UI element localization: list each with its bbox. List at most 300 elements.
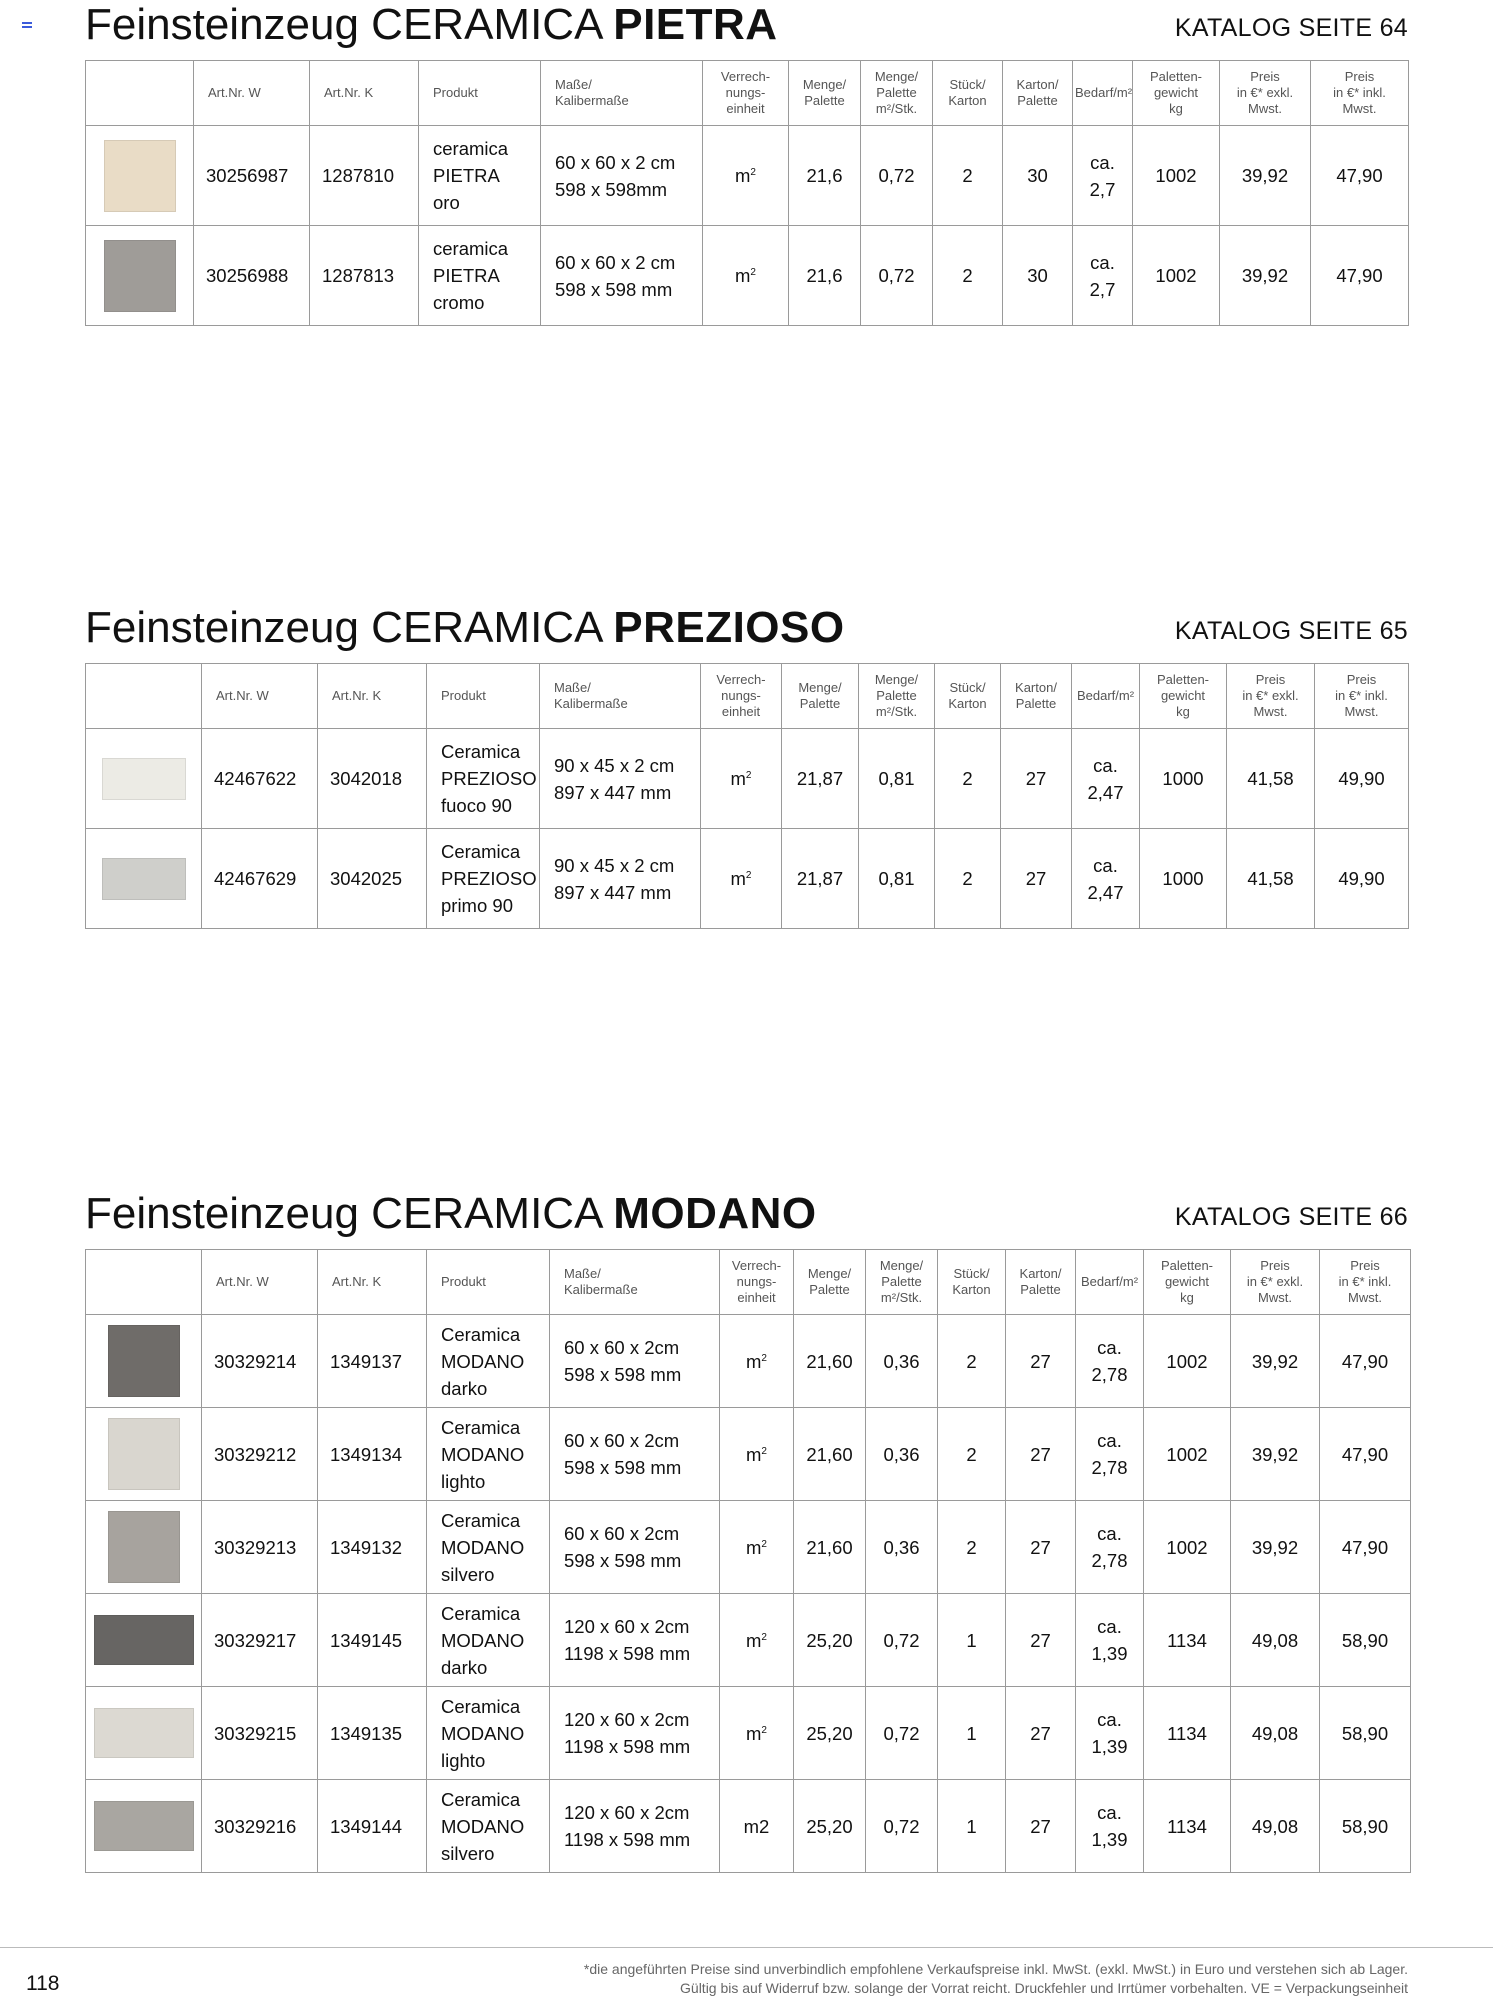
table-header-row [86, 1250, 1411, 1315]
col-menge-header [794, 1250, 866, 1315]
pallet-weight: 1002 [1133, 226, 1220, 326]
header-line: Palette [1017, 93, 1058, 108]
unit [720, 1687, 794, 1780]
header-line: in €* inkl. [1338, 1274, 1392, 1289]
header-line: Palette [876, 688, 917, 703]
pieces-per-box: 2 [933, 226, 1003, 326]
header-line: einheit [726, 101, 765, 116]
requirement-per-m2: ca. 2,7 [1073, 226, 1133, 326]
unit-exponent: 2 [745, 769, 752, 781]
col-preis-inkl-header [1311, 61, 1409, 126]
qty-per-piece: 0,81 [859, 829, 935, 929]
swatch-cell [86, 226, 194, 326]
unit-exponent: 2 [761, 1445, 767, 1457]
unit-exponent: 2 [750, 166, 756, 178]
header-line: Mwst. [1342, 101, 1377, 116]
header-line: Paletten- [1160, 1258, 1214, 1273]
footnote-line-2: Gültig bis auf Widerruf bzw. solange der Vorrat reicht. Druckfehler und Irrtümer vorbehalten. VE = Verpackungseinheit [680, 1980, 1408, 1996]
swatch-cell [86, 729, 202, 829]
qty-per-pallet: 21,60 [794, 1501, 866, 1594]
header-line: Mwst. [1344, 704, 1379, 719]
price-excl-vat: 39,92 [1231, 1315, 1320, 1408]
art-nr-k: 1287813 [310, 226, 419, 326]
tile-swatch-image [108, 1511, 180, 1583]
col-masse-header [550, 1250, 720, 1315]
table-row [86, 729, 1409, 829]
header-line: Preis [1346, 672, 1377, 687]
pieces-per-box: 1 [938, 1594, 1006, 1687]
catalog-page-ref: KATALOG SEITE 66 [1174, 1203, 1408, 1231]
col-stueck-header [938, 1250, 1006, 1315]
header-line: Palette [809, 1282, 850, 1297]
price-incl-vat: 47,90 [1320, 1408, 1411, 1501]
product-name-line: MODANO [441, 1815, 525, 1837]
art-nr-k: 1349132 [318, 1501, 427, 1594]
tile-swatch-image [104, 140, 176, 212]
art-nr-w: 30329215 [202, 1687, 318, 1780]
qty-per-piece: 0,72 [866, 1594, 938, 1687]
pieces-per-box: 1 [938, 1687, 1006, 1780]
header-line: Preis [1255, 672, 1286, 687]
section-title: Feinsteinzeug CERAMICA MODANO [85, 1189, 817, 1238]
dimensions-line: 60 x 60 x 2cm [564, 1430, 680, 1451]
pieces-per-box: 2 [938, 1501, 1006, 1594]
header-line: in €* inkl. [1333, 85, 1386, 100]
requirement-per-m2: ca. 2,47 [1072, 829, 1140, 929]
unit-text: m [730, 868, 746, 889]
product-name [419, 226, 541, 326]
dimensions-line: 1198 x 598 mm [564, 1829, 691, 1850]
unit [703, 226, 789, 326]
product-name [427, 1315, 550, 1408]
header-line: Verrech- [716, 672, 766, 687]
header-line: Maße/ [564, 1266, 601, 1281]
section-header [85, 0, 1408, 60]
requirement-per-m2: ca. 2,47 [1072, 729, 1140, 829]
header-line: kg [1169, 101, 1183, 116]
dimensions [550, 1687, 720, 1780]
product-table [85, 60, 1409, 326]
footer-divider [0, 1947, 1493, 1948]
header-line: Menge/ [874, 69, 919, 84]
section-title: Feinsteinzeug CERAMICA PREZIOSO [85, 603, 845, 652]
table-row [86, 1780, 1411, 1873]
table-row [86, 1501, 1411, 1594]
unit-exponent: 2 [750, 266, 756, 278]
section-header [85, 603, 1408, 663]
col-art-w-header: Art.Nr. W [202, 1250, 318, 1315]
price-incl-vat: 47,90 [1311, 126, 1409, 226]
price-incl-vat: 58,90 [1320, 1594, 1411, 1687]
dimensions-line: 1198 x 598 mm [564, 1736, 691, 1757]
boxes-per-pallet: 27 [1006, 1780, 1076, 1873]
art-nr-k: 1349135 [318, 1687, 427, 1780]
dimensions [550, 1594, 720, 1687]
pallet-weight: 1134 [1144, 1594, 1231, 1687]
col-art-k-header: Art.Nr. K [318, 1250, 427, 1315]
section-prezioso [85, 603, 1408, 929]
header-line: Karton/ [1016, 77, 1059, 92]
col-produkt-header: Produkt [419, 61, 541, 126]
pallet-weight: 1002 [1133, 126, 1220, 226]
catalog-page-ref: KATALOG SEITE 64 [1174, 14, 1408, 42]
tile-swatch-image [108, 1325, 180, 1397]
table-row [86, 1315, 1411, 1408]
product-name-line: fuoco 90 [441, 795, 512, 816]
col-art-w-header: Art.Nr. W [202, 664, 318, 729]
price-excl-vat: 49,08 [1231, 1594, 1320, 1687]
header-line: Palette [881, 1274, 922, 1289]
product-name-line: Ceramica [441, 1323, 521, 1345]
art-nr-w: 42467629 [202, 829, 318, 929]
boxes-per-pallet: 27 [1006, 1594, 1076, 1687]
dimensions [550, 1408, 720, 1501]
header-line: gewicht [1164, 1274, 1210, 1289]
pallet-weight: 1000 [1140, 829, 1227, 929]
dimensions [550, 1315, 720, 1408]
section-pietra [85, 0, 1408, 326]
product-name-line: cromo [433, 292, 485, 313]
product-name-line: MODANO [441, 1722, 525, 1744]
col-karton-header [1006, 1250, 1076, 1315]
header-line: in €* inkl. [1335, 688, 1388, 703]
col-art-k-header: Art.Nr. K [310, 61, 419, 126]
col-art-k-header: Art.Nr. K [318, 664, 427, 729]
product-name-line: PIETRA [433, 265, 500, 286]
table-header-row [86, 61, 1409, 126]
dimensions-line: 120 x 60 x 2cm [564, 1709, 690, 1730]
product-table [85, 663, 1409, 929]
art-nr-w: 30329216 [202, 1780, 318, 1873]
price-excl-vat: 39,92 [1231, 1408, 1320, 1501]
header-line: m²/Stk. [880, 1290, 923, 1305]
requirement-per-m2: ca. 2,78 [1076, 1315, 1144, 1408]
col-gewicht-header [1140, 664, 1227, 729]
dimensions [541, 126, 703, 226]
art-nr-w: 30329213 [202, 1501, 318, 1594]
product-name [427, 1501, 550, 1594]
product-name-line: Ceramica [441, 1416, 521, 1438]
art-nr-k: 1349137 [318, 1315, 427, 1408]
qty-per-piece: 0,72 [861, 126, 933, 226]
qty-per-pallet: 21,60 [794, 1408, 866, 1501]
unit [703, 126, 789, 226]
col-bedarf-header: Bedarf/m² [1072, 664, 1140, 729]
product-name-line: lighto [441, 1470, 486, 1492]
pallet-weight: 1002 [1144, 1501, 1231, 1594]
product-name [427, 1780, 550, 1873]
unit [720, 1501, 794, 1594]
col-swatch-header [86, 61, 194, 126]
qty-per-piece: 0,81 [859, 729, 935, 829]
unit-exponent: 2 [761, 1352, 767, 1364]
product-name-line: darko [441, 1656, 488, 1678]
col-produkt-header: Produkt [427, 664, 540, 729]
header-line: nungs- [736, 1274, 777, 1289]
header-line: nungs- [725, 85, 766, 100]
art-nr-k: 1349144 [318, 1780, 427, 1873]
header-line: in €* exkl. [1242, 688, 1299, 703]
header-line: Menge/ [798, 680, 842, 695]
table-header-row [86, 664, 1409, 729]
menu-icon[interactable] [22, 22, 32, 30]
header-line: Palette [804, 93, 845, 108]
col-preis-inkl-header [1315, 664, 1409, 729]
header-line: in €* exkl. [1236, 85, 1294, 100]
table-row [86, 1687, 1411, 1780]
dimensions [550, 1501, 720, 1594]
header-line: Paletten- [1156, 672, 1210, 687]
header-line: Mwst. [1258, 1290, 1292, 1305]
product-name-line: MODANO [441, 1350, 525, 1372]
unit-text: m [730, 768, 746, 789]
product-name [427, 1687, 550, 1780]
col-menge-stk-header [861, 61, 933, 126]
unit-text: m [746, 1350, 762, 1372]
art-nr-k: 1349134 [318, 1408, 427, 1501]
pieces-per-box: 2 [935, 729, 1001, 829]
unit [701, 829, 782, 929]
qty-per-pallet: 21,6 [789, 226, 861, 326]
unit [720, 1594, 794, 1687]
swatch-cell [86, 1501, 202, 1594]
art-nr-w: 30329212 [202, 1408, 318, 1501]
col-masse-header [541, 61, 703, 126]
qty-per-piece: 0,72 [866, 1687, 938, 1780]
product-name [427, 1408, 550, 1501]
col-menge-header [782, 664, 859, 729]
footnote-line-1: *die angeführten Preise sind unverbindlich empfohlene Verkaufspreise inkl. MwSt. (exkl. MwSt.) in Euro und verstehen sich ab Lager. [583, 1961, 1408, 1977]
header-line: Menge/ [802, 77, 847, 92]
unit [701, 729, 782, 829]
unit-text: m [746, 1722, 762, 1744]
price-incl-vat: 58,90 [1320, 1687, 1411, 1780]
qty-per-pallet: 25,20 [794, 1687, 866, 1780]
pallet-weight: 1134 [1144, 1687, 1231, 1780]
price-incl-vat: 47,90 [1320, 1315, 1411, 1408]
col-gewicht-header [1133, 61, 1220, 126]
col-swatch-header [86, 664, 202, 729]
unit [720, 1780, 794, 1873]
col-masse-header [540, 664, 701, 729]
product-name-line: darko [441, 1377, 488, 1399]
swatch-cell [86, 1594, 202, 1687]
product-name-line: Ceramica [441, 1695, 521, 1717]
header-line: m²/Stk. [875, 704, 918, 719]
swatch-cell [86, 829, 202, 929]
unit-text: m [746, 1629, 762, 1651]
boxes-per-pallet: 30 [1003, 126, 1073, 226]
col-menge-stk-header [859, 664, 935, 729]
product-name [419, 126, 541, 226]
art-nr-k: 1349145 [318, 1594, 427, 1687]
price-incl-vat: 49,90 [1315, 829, 1409, 929]
product-name [427, 729, 540, 829]
header-line: Maße/ [555, 77, 592, 92]
header-line: Kalibermaße [554, 696, 628, 711]
swatch-cell [86, 1687, 202, 1780]
header-line: Menge/ [879, 1258, 924, 1273]
requirement-per-m2: ca. 1,39 [1076, 1594, 1144, 1687]
table-row [86, 829, 1409, 929]
art-nr-k: 3042018 [318, 729, 427, 829]
qty-per-piece: 0,72 [866, 1780, 938, 1873]
pieces-per-box: 2 [938, 1315, 1006, 1408]
product-name-line: MODANO [441, 1629, 525, 1651]
dimensions-line: 90 x 45 x 2 cm [554, 854, 675, 876]
product-name-line: lighto [441, 1749, 486, 1771]
qty-per-pallet: 21,60 [794, 1315, 866, 1408]
dimensions-line: 60 x 60 x 2 cm [555, 251, 676, 273]
col-einheit-header [720, 1250, 794, 1315]
header-line: Paletten- [1149, 69, 1203, 84]
header-line: einheit [721, 704, 761, 719]
header-line: Palette [1015, 696, 1057, 711]
header-line: kg [1180, 1290, 1194, 1305]
header-line: Stück/ [953, 1266, 990, 1281]
header-line: gewicht [1160, 688, 1206, 703]
table-row [86, 226, 1409, 326]
dimensions-line: 897 x 447 mm [554, 781, 672, 803]
tile-swatch-image [94, 1708, 194, 1758]
header-line: Palette [1020, 1282, 1061, 1297]
unit-text: m [746, 1536, 762, 1558]
header-line: kg [1176, 704, 1190, 719]
product-name-line: silvero [441, 1842, 495, 1864]
dimensions-line: 1198 x 598 mm [564, 1643, 691, 1664]
pieces-per-box: 2 [935, 829, 1001, 929]
header-line: Menge/ [807, 1266, 852, 1281]
requirement-per-m2: ca. 2,78 [1076, 1408, 1144, 1501]
col-einheit-header [701, 664, 782, 729]
col-preis-exkl-header [1227, 664, 1315, 729]
header-line: Palette [799, 696, 841, 711]
dimensions-line: 120 x 60 x 2cm [564, 1616, 690, 1637]
product-name-line: MODANO [441, 1536, 525, 1558]
dimensions-line: 598 x 598 mm [564, 1364, 682, 1385]
art-nr-k: 3042025 [318, 829, 427, 929]
unit-text: m [746, 1443, 762, 1465]
product-name-line: oro [433, 192, 460, 213]
table-row [86, 1408, 1411, 1501]
pieces-per-box: 1 [938, 1780, 1006, 1873]
dimensions-line: 598 x 598 mm [555, 278, 673, 300]
header-line: Preis [1350, 1258, 1380, 1273]
art-nr-w: 30256988 [194, 226, 310, 326]
section-modano [85, 1189, 1408, 1873]
dimensions-line: 90 x 45 x 2 cm [554, 754, 675, 776]
header-line: Karton/ [1015, 680, 1057, 695]
requirement-per-m2: ca. 1,39 [1076, 1687, 1144, 1780]
col-swatch-header [86, 1250, 202, 1315]
section-title: Feinsteinzeug CERAMICA PIETRA [85, 0, 778, 49]
col-preis-inkl-header [1320, 1250, 1411, 1315]
header-line: Stück/ [949, 77, 986, 92]
header-line: nungs- [721, 688, 761, 703]
col-menge-stk-header [866, 1250, 938, 1315]
header-line: Karton [952, 1282, 991, 1297]
tile-swatch-image [94, 1615, 194, 1665]
product-name-line: PIETRA [433, 165, 500, 186]
pallet-weight: 1000 [1140, 729, 1227, 829]
swatch-cell [86, 1780, 202, 1873]
tile-swatch-image [104, 240, 176, 312]
header-line: Karton [948, 93, 987, 108]
header-line: Mwst. [1248, 101, 1282, 116]
boxes-per-pallet: 30 [1003, 226, 1073, 326]
price-excl-vat: 41,58 [1227, 829, 1315, 929]
header-line: gewicht [1153, 85, 1199, 100]
product-name-line: Ceramica [441, 841, 521, 862]
product-name [427, 1594, 550, 1687]
price-incl-vat: 58,90 [1320, 1780, 1411, 1873]
requirement-per-m2: ca. 1,39 [1076, 1780, 1144, 1873]
table-row [86, 126, 1409, 226]
price-excl-vat: 39,92 [1220, 226, 1311, 326]
catalog-page-ref: KATALOG SEITE 65 [1174, 617, 1408, 645]
pallet-weight: 1134 [1144, 1780, 1231, 1873]
col-bedarf-header: Bedarf/m² [1073, 61, 1133, 126]
unit-exponent: 2 [761, 1538, 767, 1550]
col-produkt-header: Produkt [427, 1250, 550, 1315]
swatch-cell [86, 1315, 202, 1408]
qty-per-piece: 0,36 [866, 1315, 938, 1408]
tile-swatch-image [102, 758, 186, 800]
section-header [85, 1189, 1408, 1249]
header-line: Karton [948, 696, 987, 711]
header-line: Menge/ [874, 672, 919, 687]
dimensions-line: 598 x 598 mm [564, 1457, 682, 1478]
header-line: Preis [1250, 69, 1280, 84]
dimensions-line: 120 x 60 x 2cm [564, 1802, 690, 1823]
art-nr-w: 30256987 [194, 126, 310, 226]
price-excl-vat: 39,92 [1220, 126, 1311, 226]
art-nr-w: 30329214 [202, 1315, 318, 1408]
header-line: Verrech- [731, 1258, 782, 1273]
header-line: Verrech- [720, 69, 771, 84]
col-bedarf-header: Bedarf/m² [1076, 1250, 1144, 1315]
dimensions-line: 598 x 598 mm [564, 1550, 682, 1571]
tile-swatch-image [94, 1801, 194, 1851]
col-stueck-header [933, 61, 1003, 126]
dimensions-line: 60 x 60 x 2 cm [555, 151, 676, 173]
product-name-line: Ceramica [441, 741, 521, 762]
requirement-per-m2: ca. 2,78 [1076, 1501, 1144, 1594]
swatch-cell [86, 1408, 202, 1501]
product-name-line: primo 90 [441, 895, 513, 916]
price-excl-vat: 39,92 [1231, 1501, 1320, 1594]
header-line: Mwst. [1253, 704, 1288, 719]
unit-text: m [735, 265, 751, 286]
col-karton-header [1001, 664, 1072, 729]
header-line: m²/Stk. [875, 101, 918, 116]
boxes-per-pallet: 27 [1006, 1315, 1076, 1408]
product-name-line: MODANO [441, 1443, 525, 1465]
product-name-line: silvero [441, 1563, 495, 1585]
unit-exponent: 2 [745, 869, 752, 881]
qty-per-pallet: 25,20 [794, 1594, 866, 1687]
header-line: Palette [876, 85, 917, 100]
pieces-per-box: 2 [933, 126, 1003, 226]
page-number: 118 [26, 1972, 60, 1995]
product-table [85, 1249, 1411, 1873]
qty-per-pallet: 21,6 [789, 126, 861, 226]
header-line: Maße/ [554, 680, 591, 695]
qty-per-pallet: 21,87 [782, 829, 859, 929]
col-art-w-header: Art.Nr. W [194, 61, 310, 126]
dimensions-line: 598 x 598mm [555, 178, 668, 200]
boxes-per-pallet: 27 [1001, 729, 1072, 829]
